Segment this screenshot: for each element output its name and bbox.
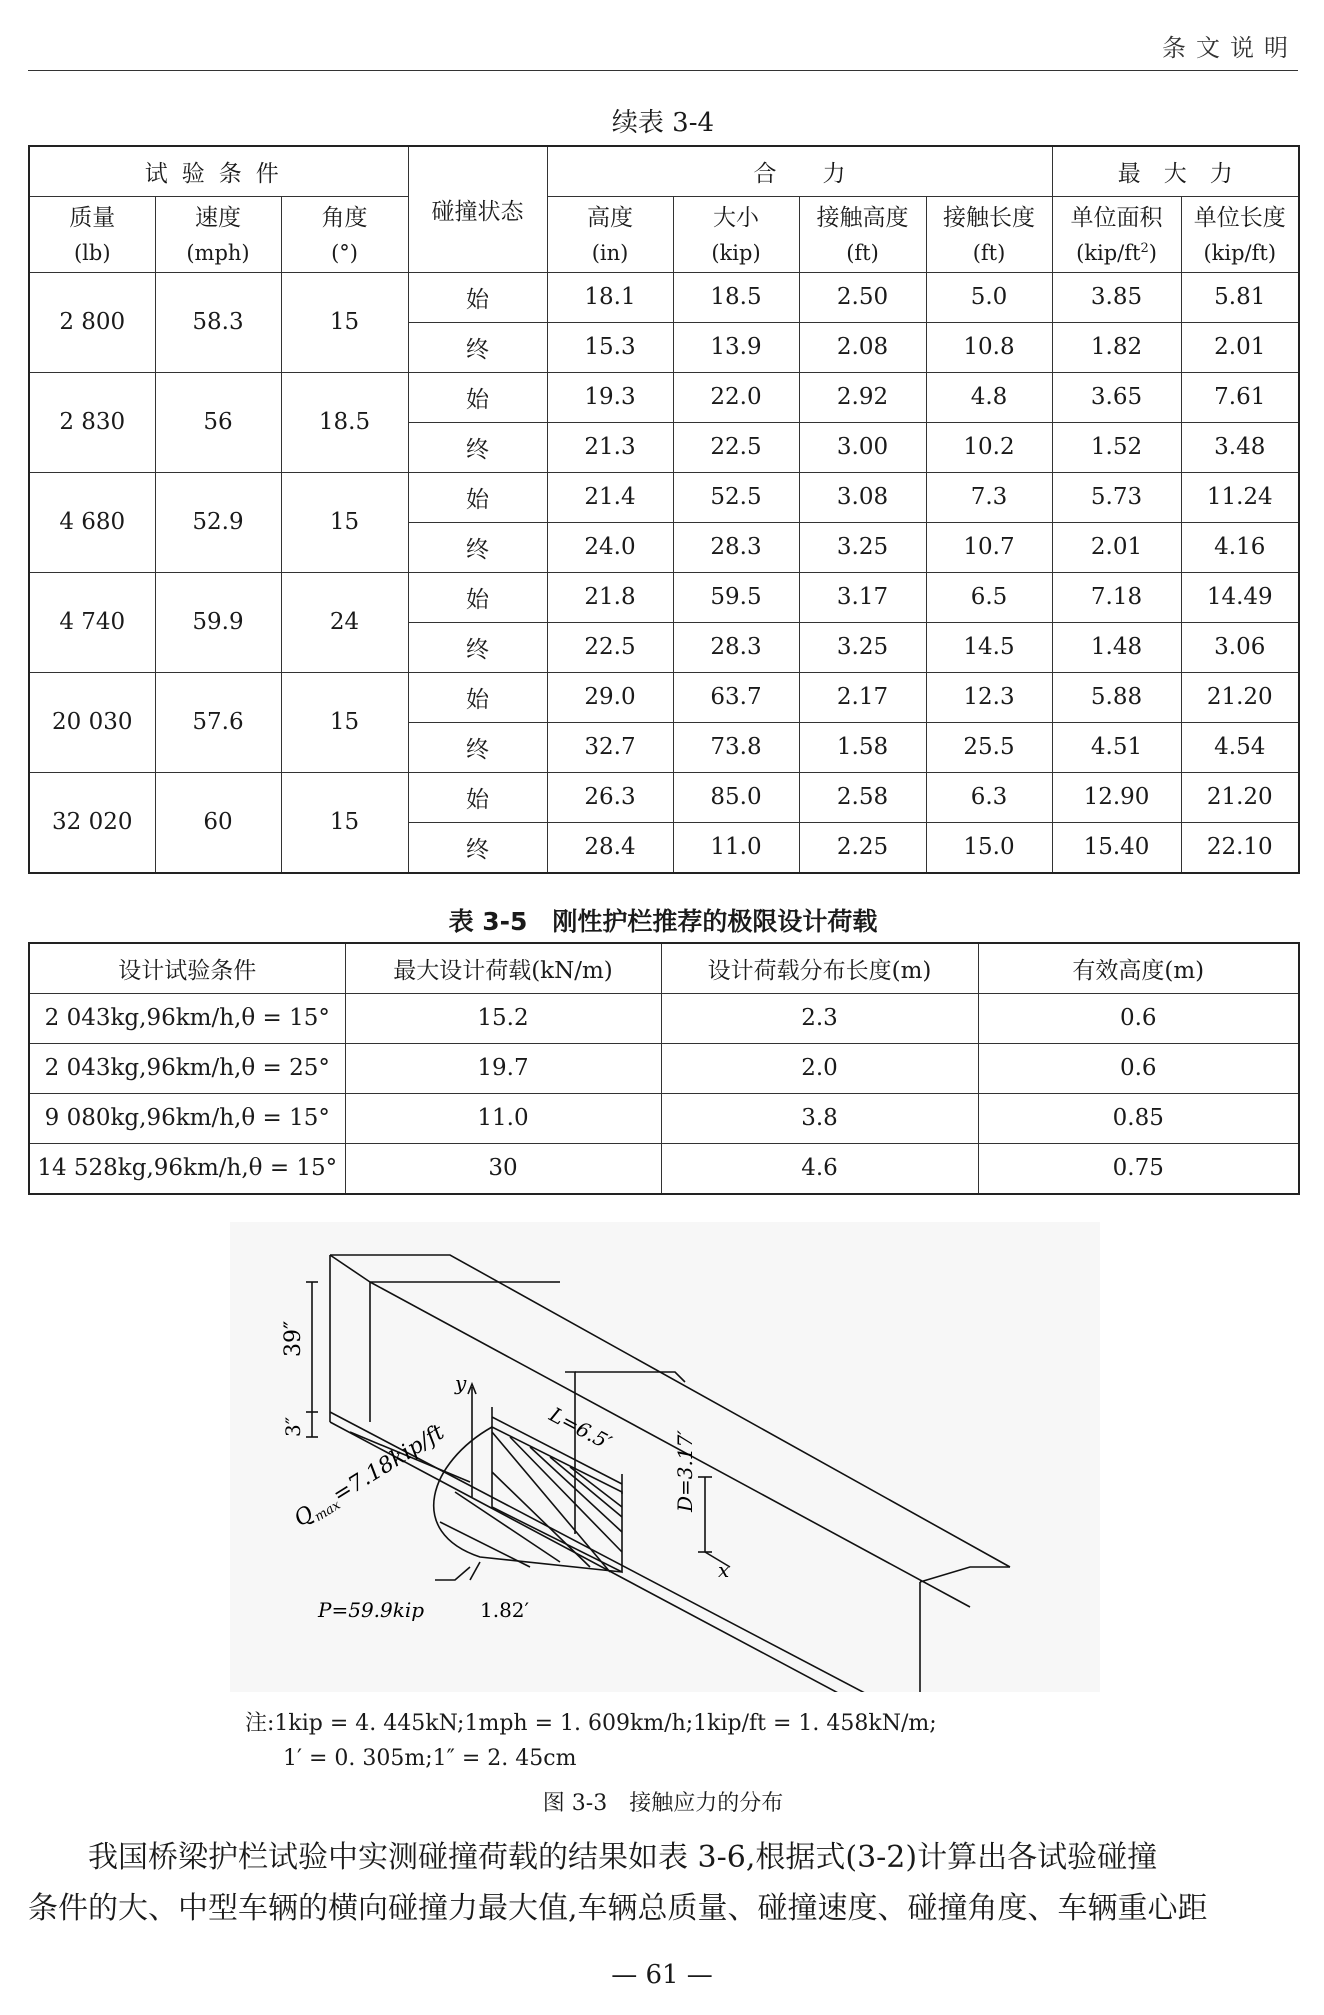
table-cell: 19.3 [547,372,673,422]
table-cell: 59.5 [673,572,799,622]
table-cell: 10.7 [926,522,1052,572]
table-cell: 22.0 [673,372,799,422]
cell-state: 始 [408,772,547,822]
col-unit: (lb) [29,234,155,272]
cell-state: 始 [408,372,547,422]
table-cell: 3.17 [799,572,926,622]
cell-mass: 4 740 [29,572,155,672]
col-unit: (kip) [673,234,799,272]
barrier-face-top [370,1282,970,1607]
table-cell: 14 528kg,96km/h,θ = 15° [29,1143,345,1194]
group-header-test: 试验条件 [29,146,408,196]
figure-note-line1: 注:1kip = 4. 445kN;1mph = 1. 609km/h;1kip/ft = 1. 458kN/m; [245,1711,937,1736]
table-cell: 29.0 [547,672,673,722]
cell-angle: 15 [281,772,408,873]
cell-state: 终 [408,822,547,873]
table-cell: 0.6 [978,1043,1299,1093]
col-header: 设计试验条件 [29,943,345,993]
table-cell: 2.0 [661,1043,978,1093]
dim-3-label: 3″ [281,1416,305,1437]
col-unit: $(kip/ft^2)$ [1052,234,1181,272]
y-axis-label: y [455,1371,467,1395]
table-cell: 32.7 [547,722,673,772]
table-cell: 2.92 [799,372,926,422]
table-row [29,1043,1299,1093]
cell-speed: 57.6 [155,672,281,772]
cell-speed: 59.9 [155,572,281,672]
table-cell: 26.3 [547,772,673,822]
table-cell: 2.08 [799,322,926,372]
Q-label: $Q_{max}=7.18kip/ft$ [289,1419,449,1533]
cell-mass: 20 030 [29,672,155,772]
table-cell: 4.6 [661,1143,978,1194]
cell-speed: 56 [155,372,281,472]
section-mark-mid [565,1372,575,1534]
cell-speed: 60 [155,772,281,873]
table2-body [29,993,1299,1194]
table-3-4 [28,145,1300,874]
table-cell: 1.58 [799,722,926,772]
table-cell: 22.5 [673,422,799,472]
cell-state: 终 [408,322,547,372]
table-cell: 18.1 [547,272,673,322]
barrier-top-edge [330,1255,1010,1567]
cell-state: 终 [408,622,547,672]
table-cell: 7.3 [926,472,1052,522]
table-cell: 3.06 [1181,622,1299,672]
table-cell: 15.2 [345,993,661,1043]
table-cell: 11.24 [1181,472,1299,522]
cell-angle: 24 [281,572,408,672]
cell-state: 始 [408,472,547,522]
paragraph-line: 条件的大、中型车辆的横向碰撞力最大值,车辆总质量、碰撞速度、碰撞角度、车辆重心距 [28,1891,1208,1926]
cell-mass: 4 680 [29,472,155,572]
table-cell: 21.8 [547,572,673,622]
col-unit: (ft) [926,234,1052,272]
P-label: P=59.9kip [318,1598,425,1622]
table-cell: 2.01 [1052,522,1181,572]
section-title: 条文说明 [1162,34,1298,62]
table-cell: 30 [345,1143,661,1194]
table-cell: 6.3 [926,772,1052,822]
table-cell: 4.51 [1052,722,1181,772]
cell-mass: 2 830 [29,372,155,472]
table-row [29,1143,1299,1194]
col-unit: (kip/ft) [1181,234,1299,272]
table-row [29,672,1299,722]
table-cell: 1.48 [1052,622,1181,672]
table-cell: 85.0 [673,772,799,822]
table-cell: 21.3 [547,422,673,472]
x-axis-label: x [718,1558,730,1582]
table-cell: 9 080kg,96km/h,θ = 15° [29,1093,345,1143]
col-header: 接触长度 [926,196,1052,234]
table-cell: 4.8 [926,372,1052,422]
D-label: D=3.17′ [673,1430,697,1512]
table-cell: 5.88 [1052,672,1181,722]
table-cell: 3.25 [799,522,926,572]
col-header: 最大设计荷载(kN/m) [345,943,661,993]
col-header: 单位长度 [1181,196,1299,234]
table-cell: 4.16 [1181,522,1299,572]
col-header: 高度 [547,196,673,234]
cell-angle: 15 [281,472,408,572]
table-cell: 15.0 [926,822,1052,873]
cell-speed: 52.9 [155,472,281,572]
cell-angle: 15 [281,672,408,772]
table-cell: 5.73 [1052,472,1181,522]
table-row [29,472,1299,522]
table-cell: 2.58 [799,772,926,822]
table-cell: 7.18 [1052,572,1181,622]
table-cell: 2.50 [799,272,926,322]
dim-39-label: 39″ [281,1320,306,1357]
table-cell: 2 043kg,96km/h,θ = 15° [29,993,345,1043]
table-cell: 3.48 [1181,422,1299,472]
table-cell: 7.61 [1181,372,1299,422]
cell-state: 终 [408,722,547,772]
figure-note-line2: 1′ = 0. 305m;1″ = 2. 45cm [283,1746,577,1771]
table-cell: 15.3 [547,322,673,372]
barrier-diagram [230,1222,1100,1692]
table2-caption: 表 3-5 刚性护栏推荐的极限设计荷载 [448,907,878,936]
table-cell: 28.3 [673,622,799,672]
table-cell: 2 043kg,96km/h,θ = 25° [29,1043,345,1093]
table-3-5 [28,942,1300,1195]
table-cell: 0.75 [978,1143,1299,1194]
table-cell: 22.10 [1181,822,1299,873]
table-row [29,772,1299,822]
table-cell: 11.0 [673,822,799,873]
table-cell: 63.7 [673,672,799,722]
table-cell: 12.90 [1052,772,1181,822]
col-unit: (°) [281,234,408,272]
table-cell: 22.5 [547,622,673,672]
cell-speed: 58.3 [155,272,281,372]
table-cell: 13.9 [673,322,799,372]
paragraph-line: 我国桥梁护栏试验中实测碰撞荷载的结果如表 3-6,根据式(3-2)计算出各试验碰撞 [88,1840,1158,1875]
table-cell: 24.0 [547,522,673,572]
cell-state: 始 [408,672,547,722]
barrier-top-front [330,1255,550,1282]
col-header: 质量 [29,196,155,234]
table-cell: 15.40 [1052,822,1181,873]
table-cell: 5.81 [1181,272,1299,322]
cell-angle: 15 [281,272,408,372]
table-cell: 1.52 [1052,422,1181,472]
table-cell: 14.49 [1181,572,1299,622]
table-cell: 18.5 [673,272,799,322]
col-unit: (mph) [155,234,281,272]
table1-caption: 续表 3-4 [611,108,715,138]
cell-mass: 2 800 [29,272,155,372]
col-unit: (in) [547,234,673,272]
table-cell: 0.6 [978,993,1299,1043]
offset-label: 1.82′ [480,1598,530,1622]
cell-mass: 32 020 [29,772,155,873]
table-cell: 25.5 [926,722,1052,772]
table-cell: 10.2 [926,422,1052,472]
table-cell: 14.5 [926,622,1052,672]
figure-caption: 图 3-3 接触应力的分布 [542,1791,784,1816]
P-leader [435,1567,470,1580]
table-cell: 19.7 [345,1043,661,1093]
col-header: 接触高度 [799,196,926,234]
table-cell: 2.17 [799,672,926,722]
group-header-max: 最 大 力 [1052,146,1299,196]
table-cell: 0.85 [978,1093,1299,1143]
table-row [29,272,1299,322]
table-cell: 2.3 [661,993,978,1043]
cell-state: 终 [408,522,547,572]
cell-state: 终 [408,422,547,472]
group-header-force: 合 力 [547,146,1052,196]
table-cell: 21.20 [1181,772,1299,822]
table-cell: 21.20 [1181,672,1299,722]
table-row [29,993,1299,1043]
figure-contact-stress [230,1222,1100,1692]
table-cell: 73.8 [673,722,799,772]
cell-state: 始 [408,272,547,322]
table-row [29,1093,1299,1143]
table-cell: 1.82 [1052,322,1181,372]
col-header: 单位面积 [1052,196,1181,234]
table-cell: 11.0 [345,1093,661,1143]
table-row [29,372,1299,422]
col-header-state: 碰撞状态 [408,146,547,272]
cell-angle: 18.5 [281,372,408,472]
table-cell: 5.0 [926,272,1052,322]
table-cell: 3.65 [1052,372,1181,422]
table-cell: 52.5 [673,472,799,522]
page-number: — 61 — [611,1960,713,1990]
table-cell: 6.5 [926,572,1052,622]
col-header: 角度 [281,196,408,234]
table-cell: 12.3 [926,672,1052,722]
running-header [28,22,1298,71]
table-cell: 3.08 [799,472,926,522]
table1-body [29,272,1299,873]
table-cell: 2.25 [799,822,926,873]
table-row [29,572,1299,622]
table-cell: 3.25 [799,622,926,672]
col-header: 速度 [155,196,281,234]
table-cell: 21.4 [547,472,673,522]
table-cell: 3.00 [799,422,926,472]
col-header: 设计荷载分布长度(m) [661,943,978,993]
col-header: 有效高度(m) [978,943,1299,993]
cell-state: 始 [408,572,547,622]
col-unit: (ft) [799,234,926,272]
table-cell: 2.01 [1181,322,1299,372]
col-header: 大小 [673,196,799,234]
table-cell: 4.54 [1181,722,1299,772]
body-paragraph [28,1832,1298,1934]
table-cell: 3.85 [1052,272,1181,322]
table-cell: 10.8 [926,322,1052,372]
table-cell: 3.8 [661,1093,978,1143]
table-cell: 28.4 [547,822,673,873]
L-label: L=6.5′ [545,1402,616,1455]
table-cell: 28.3 [673,522,799,572]
